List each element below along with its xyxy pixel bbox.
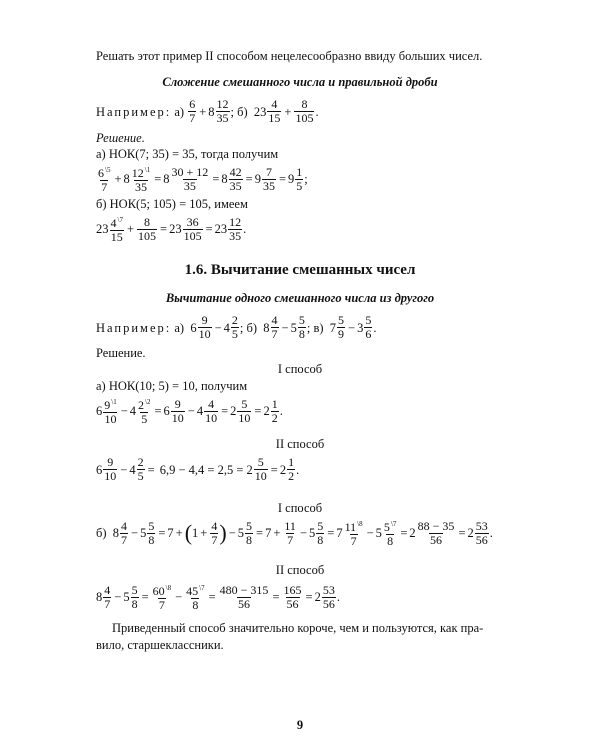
method-1-label: I способ <box>277 362 323 376</box>
equation-a2-method1: 6 $9^{\backslash 1}$ 10 − 4 $\frac{2^{\backslash 2}}{5}$ = 6 $\frac{9}{10}$ − 4 $\frac{4}{10}$ = 2 $\frac{5}{10}$ = 2 $\frac{1}{2}$ . <box>96 396 283 426</box>
lcm-line-b1: б) НОК(5; 105) = 105, имеем <box>96 197 248 211</box>
equation-b2-method1: б) 8 4 7 − 5 $\frac{5}{8}$ = 7 + ( 1 + $\frac{4}{7}$ ) − 5 $\frac{5}{8}$ = 7 + $\frac{11}{7}$ − 5 $\frac{5}{8}$ = 7 $\frac{11^{\backslash 8}}{7}$ − 5 $\frac{5^{\backslash 7}}{8}$ = 2 $\frac{88 - 35}{56}$ = 2 $\frac{53}{56}$ . <box>96 518 493 548</box>
conclusion-line-1: Приведенный способ значительно короче, чем и пользуются, как пра- <box>112 621 484 635</box>
conclusion-line-2: вило, старшеклассники. <box>96 638 224 652</box>
section-heading: 1.6. Вычитание смешанных чисел <box>184 262 416 278</box>
intro-sentence: Решать этот пример II способом нецелесообразно ввиду больших чисел. <box>96 49 483 63</box>
equation-b1: 23 $4^{\backslash 7}$ 15 + $\frac{8}{105}$ = 23 $\frac{36}{105}$ = 23 $\frac{12}{35}$ . <box>96 214 247 244</box>
subheading-subtraction: Вычитание одного смешанного числа из другого <box>165 291 435 305</box>
item-a-label: а) <box>174 104 185 119</box>
lcm-line-a2: а) НОК(10; 5) = 10, получим <box>96 379 248 393</box>
page-number: 9 <box>296 718 304 732</box>
equation-a1: $6^{\backslash 5}$ 7 + 8 $\frac{12^{\backslash 1}}{35}$ = 8 $\frac{30 + 12}{35}$ = 8 $\frac{42}{35}$ = 9 $\frac{7}{35}$ = 9 $\frac{1}{5}$ ; <box>98 164 308 194</box>
equation-a2-method2: 6 9 10 − 4 $\frac{2}{5}$ = 6,9 − 4,4 = 2,5 = 2 $\frac{5}{10}$ = 2 $\frac{1}{2}$ . <box>96 455 300 483</box>
item-b-label: б) <box>237 104 248 119</box>
method-1-label-b: I способ <box>277 501 323 515</box>
method-2-label: II способ <box>275 437 325 451</box>
solution-label-2: Решение. <box>96 346 146 360</box>
solution-label-1: Решение. <box>96 131 145 145</box>
example-2: Например: а) 6 9 10 − 4 $\frac{2}{5}$ ; б) 8 4 7 − 5 $\frac{5}{8}$ ; в) 7 5 9 − 3 $\frac{5}{6}$ . <box>96 313 377 341</box>
example-label-2: Например: <box>96 320 172 335</box>
method-2-label-b: II способ <box>275 563 325 577</box>
example-1: Например: а) 6 7 + 8 $\frac{12}{35}$ ; б) 23 4 15 + $\frac{8}{105}$ . <box>96 97 319 125</box>
example-label: Например: <box>96 104 172 119</box>
lcm-line-a1: а) НОК(7; 35) = 35, тогда получим <box>96 147 279 161</box>
subheading-addition: Сложение смешанного числа и правильной дроби <box>162 75 438 89</box>
equation-b2-method2: 8 4 7 − 5 $\frac{5}{8}$ = $\frac{60^{\backslash 8}}{7}$ − $\frac{45^{\backslash 7}}{8}$ = $\frac{480 - 315}{56}$ = $\frac{165}{56}$ = 2 $\frac{53}{56}$ . <box>96 582 340 612</box>
